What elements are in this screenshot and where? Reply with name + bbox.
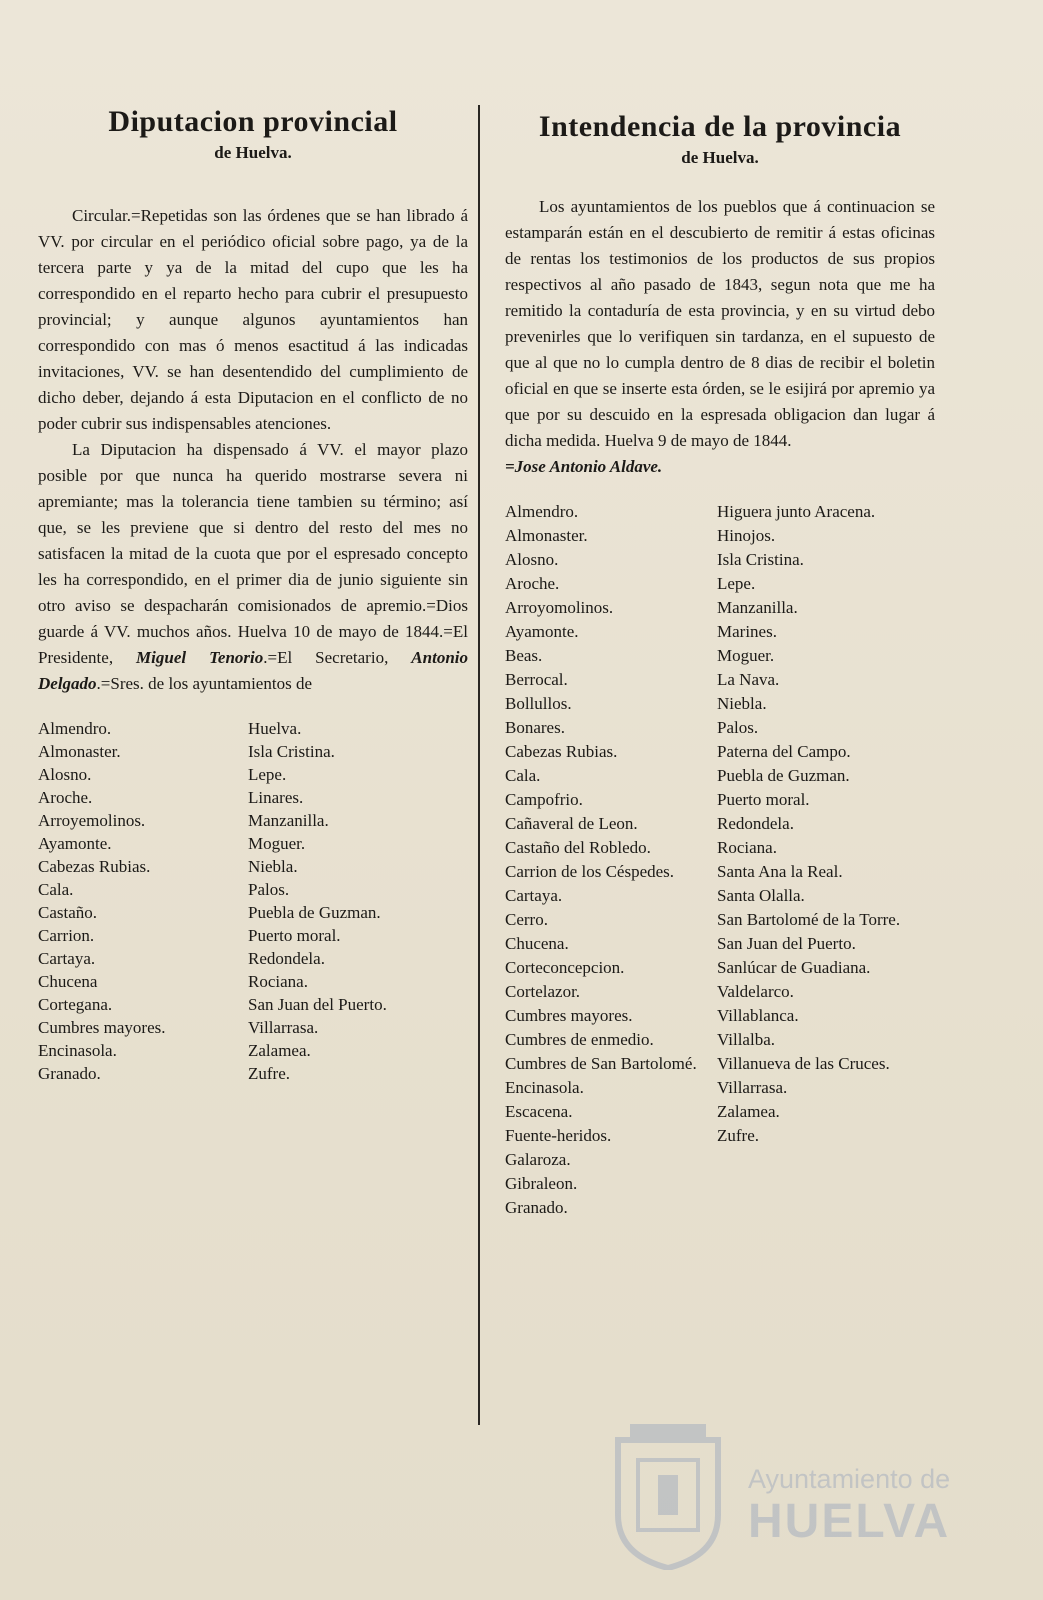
list-item: Cumbres de San Bartolomé. bbox=[505, 1054, 697, 1073]
list-item: Lepe. bbox=[717, 574, 756, 593]
list-item: Paterna del Campo. bbox=[717, 742, 851, 761]
right-town-list-1 bbox=[505, 500, 717, 1220]
list-item: Alosno. bbox=[38, 765, 92, 784]
list-item: Fuente-heridos. bbox=[505, 1126, 612, 1145]
list-item: Bonares. bbox=[505, 718, 565, 737]
list-item: Cumbres mayores. bbox=[38, 1018, 166, 1037]
right-paragraph: Los ayuntamientos de los pueblos que á continuacion se estamparán están en el descubierto de remitir á estas oficinas de rentas los testimonios de los productos de sus propios respectivos al año pasado de 1843, segun nota que me ha remitido la contaduría de esta provincia, y en su virtud debo prevenirles que lo verifiquen sin tardanza, en el supuesto de que al que no lo cumpla dentro de 8 dias de recibir el boletin oficial en que se inserte esta órden, se le esijirá por apremio ya que por su descuido en la espresada obligacion dan lugar á dicha medida. Huelva 9 de mayo de 1844. bbox=[505, 197, 935, 450]
list-item: Redondela. bbox=[717, 814, 794, 833]
list-item: Niebla. bbox=[248, 857, 298, 876]
right-signature: =Jose Antonio Aldave. bbox=[505, 457, 663, 476]
list-item: Cala. bbox=[505, 766, 541, 785]
list-item: Zufre. bbox=[717, 1126, 760, 1145]
list-item: Zalamea. bbox=[717, 1102, 780, 1121]
list-item: Almendro. bbox=[38, 719, 112, 738]
right-town-lists bbox=[505, 500, 935, 1220]
watermark-line-2: HUELVA bbox=[748, 1495, 951, 1548]
list-item: Linares. bbox=[248, 788, 304, 807]
left-paragraph-2 bbox=[38, 437, 468, 697]
list-item: Cumbres mayores. bbox=[505, 1006, 633, 1025]
list-item: Encinasola. bbox=[38, 1041, 117, 1060]
list-item: Puerto moral. bbox=[248, 926, 341, 945]
list-item: Granado. bbox=[38, 1064, 101, 1083]
right-title: Intendencia de la provincia bbox=[538, 110, 902, 143]
list-item: Cala. bbox=[38, 880, 74, 899]
closing-post: .=Sres. de los ayuntamientos de bbox=[96, 674, 312, 693]
list-item: Hinojos. bbox=[717, 526, 776, 545]
list-item: Cabezas Rubias. bbox=[505, 742, 618, 761]
list-item: Huelva. bbox=[248, 719, 302, 738]
closing-mid: .=El Secretario, bbox=[263, 648, 389, 667]
list-item: Villablanca. bbox=[717, 1006, 799, 1025]
list-item: Cerro. bbox=[505, 910, 548, 929]
list-item: Palos. bbox=[717, 718, 759, 737]
left-paragraph-1: Circular.=Repetidas son las órdenes que se han librado á VV. por circular en el periódico oficial sobre pago, ya de la tercera parte y ya de la mitad del cupo que les ha correspondido en el reparto hecho para cubrir el presupuesto provincial; y aunque algunos ayuntamientos han correspondido con mas ó menos esactitud á las indicadas invitaciones, VV. se han desentendido del cumplimiento de dicho deber, dejando á esta Diputacion en el conflicto de no poder cubrir sus indispensables atenciones. bbox=[38, 206, 468, 433]
list-item: Berrocal. bbox=[505, 670, 568, 689]
list-item: Aroche. bbox=[505, 574, 560, 593]
right-body bbox=[505, 194, 935, 480]
left-town-lists bbox=[38, 717, 468, 1085]
list-item: Marines. bbox=[717, 622, 777, 641]
list-item: San Juan del Puerto. bbox=[248, 995, 387, 1014]
list-item: Gibraleon. bbox=[505, 1174, 578, 1193]
list-item: Galaroza. bbox=[505, 1150, 571, 1169]
list-item: Cabezas Rubias. bbox=[38, 857, 151, 876]
president-name: Miguel Tenorio bbox=[136, 648, 264, 667]
left-town-list-2 bbox=[248, 717, 458, 1085]
list-item: Arroyemolinos. bbox=[38, 811, 146, 830]
list-item: Ayamonte. bbox=[505, 622, 579, 641]
left-column bbox=[38, 105, 468, 1085]
list-item: Castaño. bbox=[38, 903, 98, 922]
list-item: Redondela. bbox=[248, 949, 325, 968]
list-item: Castaño del Robledo. bbox=[505, 838, 651, 857]
list-item: Manzanilla. bbox=[717, 598, 798, 617]
list-item: Puerto moral. bbox=[717, 790, 810, 809]
left-title: Diputacion provincial bbox=[108, 105, 398, 138]
left-body bbox=[38, 203, 468, 697]
list-item: Higuera junto Aracena. bbox=[717, 502, 876, 521]
list-item: Carrion. bbox=[38, 926, 95, 945]
list-item: Isla Cristina. bbox=[248, 742, 335, 761]
list-item: Corteconcepcion. bbox=[505, 958, 625, 977]
left-town-list-1 bbox=[38, 717, 248, 1085]
list-item: Moguer. bbox=[717, 646, 775, 665]
closing-pre: =El Presidente, bbox=[38, 622, 468, 667]
list-item: Encinasola. bbox=[505, 1078, 584, 1097]
list-item: Santa Olalla. bbox=[717, 886, 805, 905]
list-item: Moguer. bbox=[248, 834, 306, 853]
list-item: Niebla. bbox=[717, 694, 767, 713]
left-subtitle: de Huelva. bbox=[214, 143, 292, 162]
list-item: Chucena bbox=[38, 972, 98, 991]
list-item: Villanueva de las Cruces. bbox=[717, 1054, 890, 1073]
list-item: Isla Cristina. bbox=[717, 550, 804, 569]
list-item: Sanlúcar de Guadiana. bbox=[717, 958, 871, 977]
list-item: Chucena. bbox=[505, 934, 569, 953]
list-item: Alosno. bbox=[505, 550, 559, 569]
coat-of-arms-icon bbox=[608, 1420, 728, 1570]
list-item: Puebla de Guzman. bbox=[248, 903, 381, 922]
left-paragraph-2-text: La Diputacion ha dispensado á VV. el mayor plazo posible por que nunca ha querido mostrarse severa ni apremiante; mas la tolerancia tiene tambien su término; así que, se les previene que si dentro del resto del mes no satisfacen la mitad de la cuota que por el espresado concepto les ha correspondido, en el primer dia de junio siguiente sin otro aviso se despacharán comisionados de apremio.=Dios guarde á VV. muchos años. Huelva 10 de mayo de 1844. bbox=[38, 440, 468, 641]
list-item: Valdelarco. bbox=[717, 982, 794, 1001]
list-item: Cartaya. bbox=[38, 949, 96, 968]
list-item: Cartaya. bbox=[505, 886, 563, 905]
list-item: Carrion de los Céspedes. bbox=[505, 862, 675, 881]
list-item: Cumbres de enmedio. bbox=[505, 1030, 654, 1049]
watermark-line-1: Ayuntamiento de bbox=[748, 1464, 951, 1494]
list-item: Almonaster. bbox=[38, 742, 121, 761]
list-item: Rociana. bbox=[717, 838, 777, 857]
list-item: Rociana. bbox=[248, 972, 308, 991]
list-item: Santa Ana la Real. bbox=[717, 862, 843, 881]
list-item: Almendro. bbox=[505, 502, 579, 521]
list-item: Zalamea. bbox=[248, 1041, 311, 1060]
list-item: San Juan del Puerto. bbox=[717, 934, 856, 953]
list-item: Villarrasa. bbox=[248, 1018, 319, 1037]
list-item: Palos. bbox=[248, 880, 290, 899]
huelva-watermark bbox=[608, 1420, 951, 1570]
list-item: Ayamonte. bbox=[38, 834, 112, 853]
list-item: Granado. bbox=[505, 1198, 568, 1217]
list-item: Almonaster. bbox=[505, 526, 588, 545]
list-item: Puebla de Guzman. bbox=[717, 766, 850, 785]
list-item: Beas. bbox=[505, 646, 543, 665]
list-item: Villarrasa. bbox=[717, 1078, 788, 1097]
list-item: Cortegana. bbox=[38, 995, 113, 1014]
right-column bbox=[505, 110, 935, 1220]
list-item: La Nava. bbox=[717, 670, 780, 689]
list-item: Campofrio. bbox=[505, 790, 583, 809]
list-item: Bollullos. bbox=[505, 694, 572, 713]
list-item: Cañaveral de Leon. bbox=[505, 814, 638, 833]
list-item: Aroche. bbox=[38, 788, 93, 807]
list-item: San Bartolomé de la Torre. bbox=[717, 910, 901, 929]
column-divider bbox=[478, 105, 480, 1425]
right-town-list-2 bbox=[717, 500, 922, 1220]
list-item: Lepe. bbox=[248, 765, 287, 784]
right-subtitle: de Huelva. bbox=[681, 148, 759, 167]
list-item: Escacena. bbox=[505, 1102, 573, 1121]
list-item: Zufre. bbox=[248, 1064, 291, 1083]
list-item: Cortelazor. bbox=[505, 982, 581, 1001]
list-item: Villalba. bbox=[717, 1030, 775, 1049]
secretary-name: Antonio Delgado bbox=[38, 648, 468, 693]
list-item: Manzanilla. bbox=[248, 811, 329, 830]
list-item: Arroyomolinos. bbox=[505, 598, 614, 617]
